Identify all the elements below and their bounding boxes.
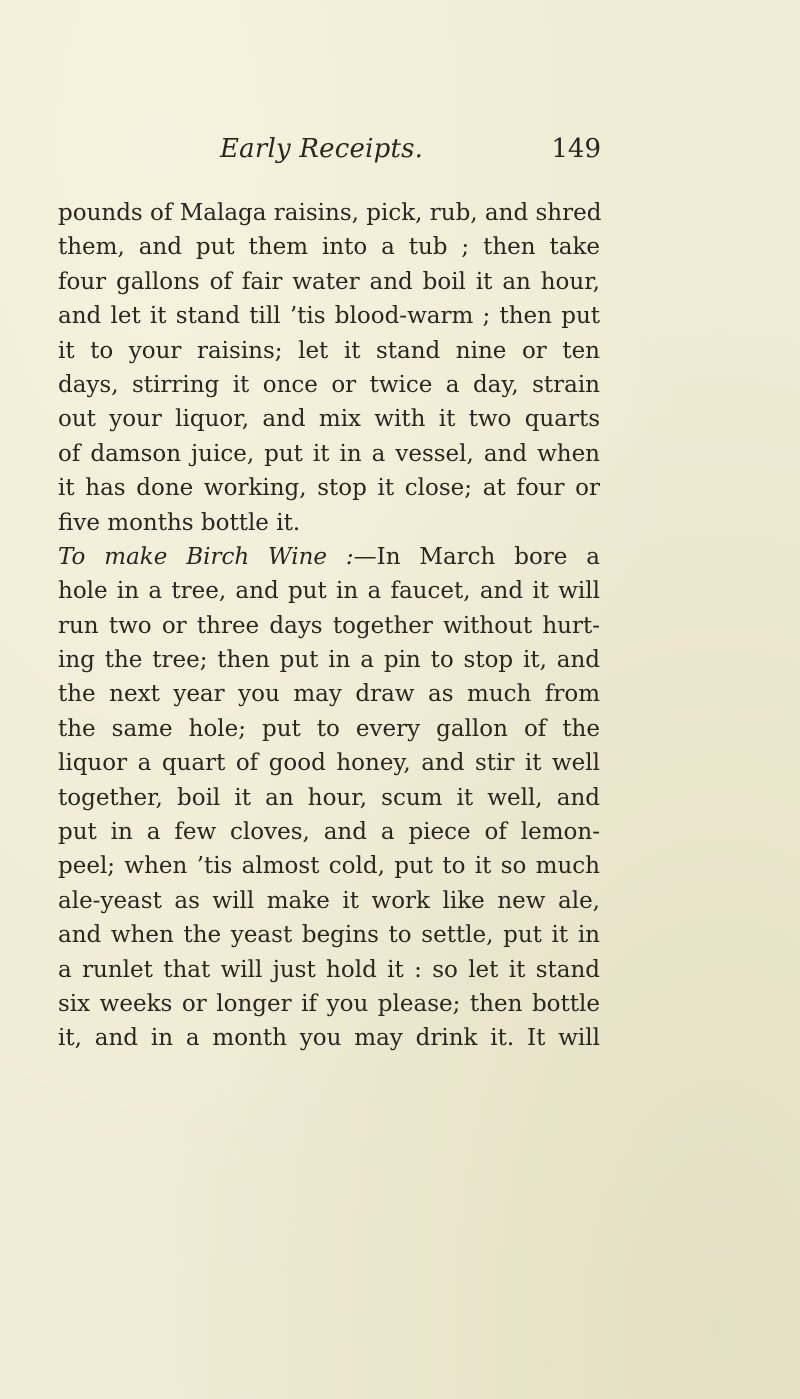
text-line: out your liquor, and mix with it two quarts (58, 406, 600, 433)
text-line: it to your raisins; let it stand nine or ten (58, 337, 600, 364)
text-line: five months bottle it. (58, 509, 301, 536)
running-title: Early Receipts. (220, 134, 424, 164)
text-line: a runlet that will just hold it : so let it stand (58, 956, 600, 983)
text-line: peel; when ’tis almost cold, put to it so much (58, 853, 600, 880)
text-line: and when the yeast begins to settle, put it in (58, 922, 600, 949)
text-line: the same hole; put to every gallon of the (58, 715, 600, 742)
text-line: it has done working, stop it close; at four or (58, 475, 600, 502)
text-line: them, and put them into a tub ; then take (58, 234, 600, 261)
text-line: ing the tree; then put in a pin to stop it, and (58, 647, 600, 674)
text-line: and let it stand till ’tis blood-warm ; then put (58, 303, 600, 330)
page-number: 149 (551, 134, 601, 164)
text-line: liquor a quart of good honey, and stir it well (58, 750, 600, 777)
recipe-intro: —In March bore a (353, 543, 600, 570)
text-line: the next year you may draw as much from (58, 681, 600, 708)
text-line: six weeks or longer if you please; then bottle (58, 990, 600, 1017)
text-line: hole in a tree, and put in a faucet, and it will (58, 578, 600, 605)
text-line: it, and in a month you may drink it. It will (58, 1025, 600, 1052)
running-head (147, 131, 601, 171)
text-line: run two or three days together without hurt- (58, 612, 600, 639)
text-line: pounds of Malaga raisins, pick, rub, and shred (58, 200, 602, 226)
recipe-heading-line (58, 540, 600, 574)
text-line: days, stirring it once or twice a day, strain (58, 371, 600, 398)
text-line: four gallons of fair water and boil it an hour, (58, 268, 600, 295)
text-line: ale-yeast as will make it work like new ale, (58, 887, 600, 914)
recipe-title: To make Birch Wine : (58, 543, 354, 570)
text-line: of damson juice, put it in a vessel, and when (58, 440, 600, 467)
body-text (58, 196, 600, 1056)
text-line: together, boil it an hour, scum it well, and (58, 784, 600, 811)
text-line: put in a few cloves, and a piece of lemon- (58, 819, 600, 846)
